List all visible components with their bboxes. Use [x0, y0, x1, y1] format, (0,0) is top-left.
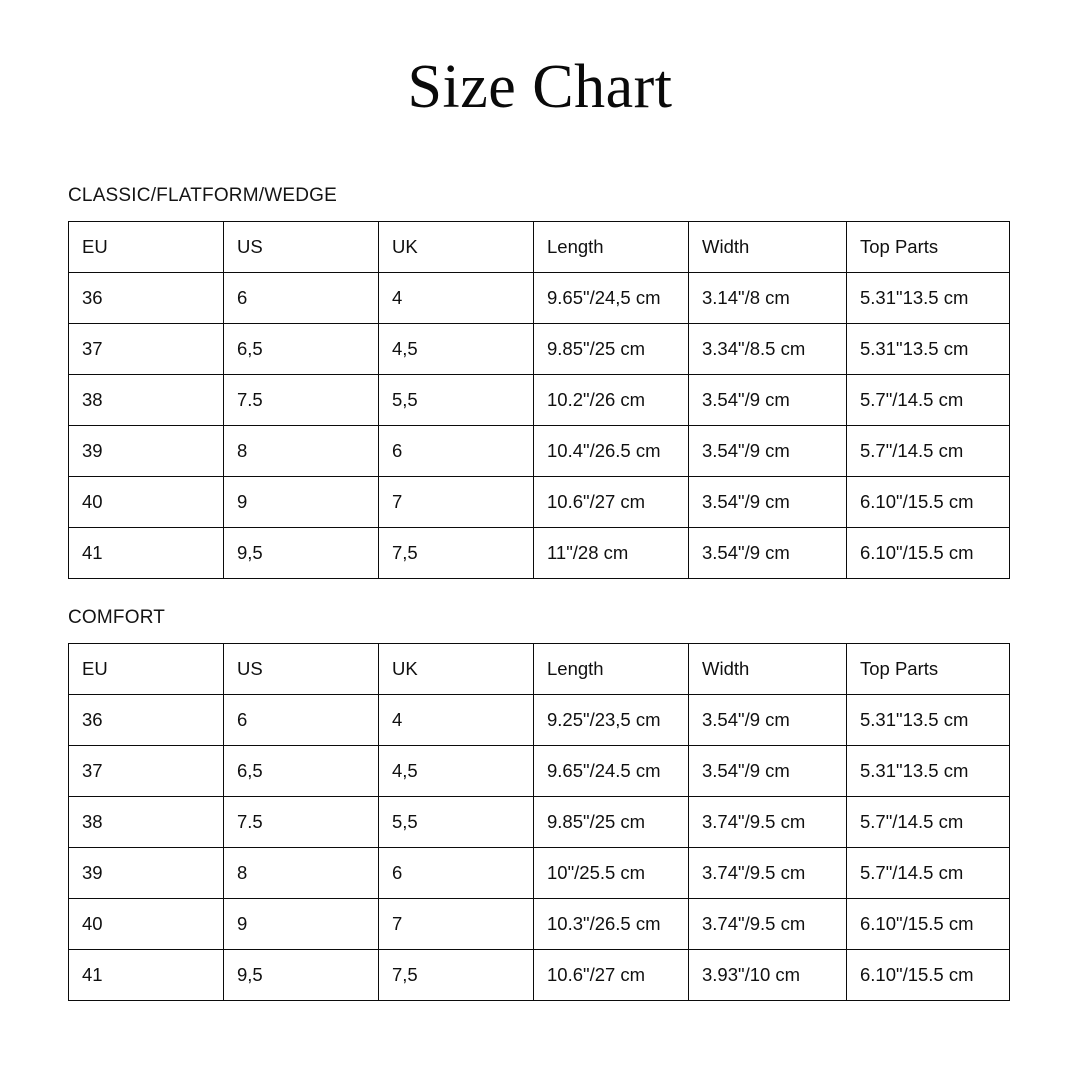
cell-eu: 36 — [69, 695, 224, 746]
column-header-top-parts: Top Parts — [847, 222, 1010, 273]
cell-top-parts: 5.7"/14.5 cm — [847, 426, 1010, 477]
cell-top-parts: 5.7"/14.5 cm — [847, 797, 1010, 848]
cell-width: 3.54"/9 cm — [689, 695, 847, 746]
cell-eu: 39 — [69, 426, 224, 477]
column-header-width: Width — [689, 222, 847, 273]
page-title: Size Chart — [407, 53, 673, 121]
column-header-width: Width — [689, 644, 847, 695]
cell-us: 6 — [224, 273, 379, 324]
section-label-classic: CLASSIC/FLATFORM/WEDGE — [68, 185, 338, 206]
cell-us: 9,5 — [224, 950, 379, 1001]
cell-us: 6,5 — [224, 746, 379, 797]
cell-eu: 38 — [69, 797, 224, 848]
cell-us: 6 — [224, 695, 379, 746]
section-label-comfort: COMFORT — [68, 607, 166, 628]
table-wrap-comfort — [0, 629, 1080, 1001]
table-row — [69, 695, 1010, 746]
cell-top-parts: 5.31"13.5 cm — [847, 324, 1010, 375]
table-row — [69, 324, 1010, 375]
table-row — [69, 426, 1010, 477]
cell-width: 3.74"/9.5 cm — [689, 899, 847, 950]
cell-uk: 4 — [379, 273, 534, 324]
column-header-uk: UK — [379, 644, 534, 695]
table-row — [69, 797, 1010, 848]
cell-uk: 5,5 — [379, 375, 534, 426]
cell-top-parts: 5.31"13.5 cm — [847, 746, 1010, 797]
cell-uk: 7 — [379, 477, 534, 528]
cell-top-parts: 6.10"/15.5 cm — [847, 528, 1010, 579]
cell-width: 3.14"/8 cm — [689, 273, 847, 324]
cell-eu: 38 — [69, 375, 224, 426]
cell-length: 10.4"/26.5 cm — [534, 426, 689, 477]
cell-width: 3.54"/9 cm — [689, 528, 847, 579]
cell-eu: 39 — [69, 848, 224, 899]
cell-uk: 6 — [379, 426, 534, 477]
cell-width: 3.74"/9.5 cm — [689, 848, 847, 899]
cell-uk: 5,5 — [379, 797, 534, 848]
cell-uk: 4,5 — [379, 746, 534, 797]
cell-top-parts: 6.10"/15.5 cm — [847, 899, 1010, 950]
cell-eu: 40 — [69, 899, 224, 950]
cell-us: 6,5 — [224, 324, 379, 375]
cell-length: 10.2"/26 cm — [534, 375, 689, 426]
cell-length: 9.85"/25 cm — [534, 324, 689, 375]
cell-length: 9.65"/24,5 cm — [534, 273, 689, 324]
cell-us: 7.5 — [224, 797, 379, 848]
cell-width: 3.54"/9 cm — [689, 375, 847, 426]
cell-uk: 7,5 — [379, 950, 534, 1001]
cell-top-parts: 6.10"/15.5 cm — [847, 477, 1010, 528]
table-row — [69, 848, 1010, 899]
cell-eu: 36 — [69, 273, 224, 324]
table-header-row — [69, 644, 1010, 695]
cell-width: 3.54"/9 cm — [689, 426, 847, 477]
table-row — [69, 273, 1010, 324]
cell-us: 7.5 — [224, 375, 379, 426]
cell-uk: 7 — [379, 899, 534, 950]
table-row — [69, 528, 1010, 579]
cell-length: 10.6"/27 cm — [534, 477, 689, 528]
cell-eu: 41 — [69, 528, 224, 579]
cell-uk: 4 — [379, 695, 534, 746]
column-header-eu: EU — [69, 222, 224, 273]
column-header-top-parts: Top Parts — [847, 644, 1010, 695]
cell-uk: 7,5 — [379, 528, 534, 579]
size-table-comfort — [68, 643, 1010, 1001]
cell-eu: 41 — [69, 950, 224, 1001]
cell-width: 3.93"/10 cm — [689, 950, 847, 1001]
table-row — [69, 477, 1010, 528]
cell-us: 9 — [224, 899, 379, 950]
cell-width: 3.54"/9 cm — [689, 746, 847, 797]
cell-length: 9.85"/25 cm — [534, 797, 689, 848]
cell-eu: 40 — [69, 477, 224, 528]
table-row — [69, 746, 1010, 797]
table-wrap-classic — [0, 207, 1080, 579]
cell-length: 11"/28 cm — [534, 528, 689, 579]
cell-us: 9 — [224, 477, 379, 528]
cell-length: 10"/25.5 cm — [534, 848, 689, 899]
cell-top-parts: 5.31"13.5 cm — [847, 273, 1010, 324]
cell-top-parts: 5.7"/14.5 cm — [847, 848, 1010, 899]
cell-uk: 4,5 — [379, 324, 534, 375]
cell-length: 9.25"/23,5 cm — [534, 695, 689, 746]
cell-width: 3.54"/9 cm — [689, 477, 847, 528]
cell-length: 10.6"/27 cm — [534, 950, 689, 1001]
column-header-us: US — [224, 644, 379, 695]
table-row — [69, 950, 1010, 1001]
cell-top-parts: 5.31"13.5 cm — [847, 695, 1010, 746]
cell-us: 8 — [224, 848, 379, 899]
cell-width: 3.34"/8.5 cm — [689, 324, 847, 375]
column-header-length: Length — [534, 222, 689, 273]
column-header-length: Length — [534, 644, 689, 695]
cell-uk: 6 — [379, 848, 534, 899]
cell-eu: 37 — [69, 324, 224, 375]
column-header-us: US — [224, 222, 379, 273]
cell-width: 3.74"/9.5 cm — [689, 797, 847, 848]
cell-top-parts: 6.10"/15.5 cm — [847, 950, 1010, 1001]
cell-us: 8 — [224, 426, 379, 477]
column-header-eu: EU — [69, 644, 224, 695]
cell-length: 9.65"/24.5 cm — [534, 746, 689, 797]
table-row — [69, 899, 1010, 950]
cell-length: 10.3"/26.5 cm — [534, 899, 689, 950]
cell-us: 9,5 — [224, 528, 379, 579]
table-header-row — [69, 222, 1010, 273]
cell-top-parts: 5.7"/14.5 cm — [847, 375, 1010, 426]
size-table-classic — [68, 221, 1010, 579]
table-row — [69, 375, 1010, 426]
column-header-uk: UK — [379, 222, 534, 273]
cell-eu: 37 — [69, 746, 224, 797]
